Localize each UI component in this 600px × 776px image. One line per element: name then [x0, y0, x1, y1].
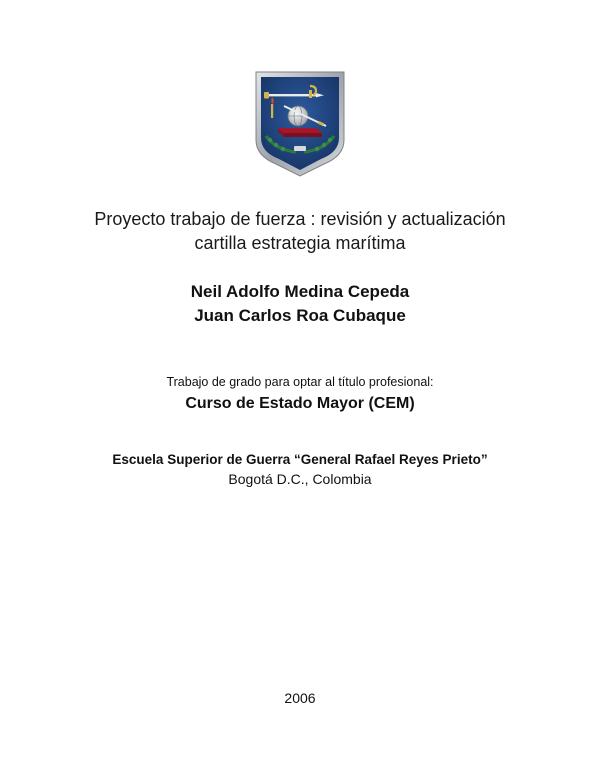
thesis-title-line-2: cartilla estrategia marítima	[194, 233, 406, 253]
institution-name: Escuela Superior de Guerra “General Rafael Reyes Prieto”	[112, 452, 488, 467]
author-name: Juan Carlos Roa Cubaque	[194, 306, 406, 325]
institution-location: Bogotá D.C., Colombia	[228, 471, 372, 487]
thesis-title-line-1: Proyecto trabajo de fuerza : revisión y actualización	[94, 209, 506, 229]
degree-name: Curso de Estado Mayor (CEM)	[185, 395, 415, 412]
institution-crest-icon	[254, 70, 346, 178]
publication-year: 2006	[284, 690, 316, 706]
degree-intro-text: Trabajo de grado para optar al título profesional:	[166, 375, 434, 389]
author-name: Neil Adolfo Medina Cepeda	[190, 282, 410, 301]
